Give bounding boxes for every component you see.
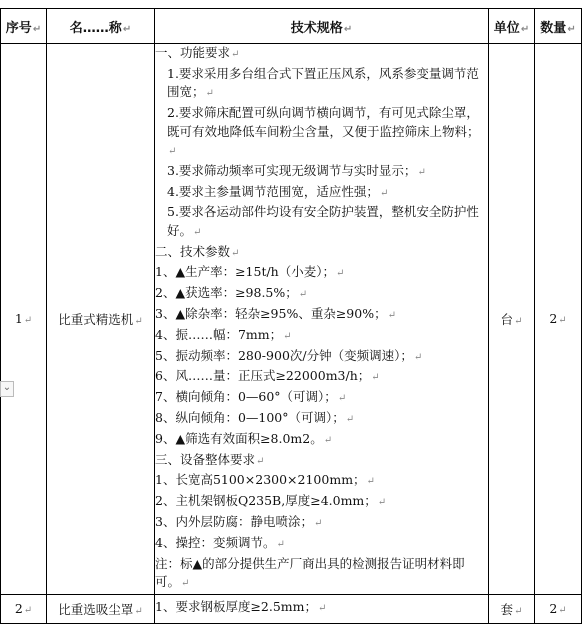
spec-line: 3、▲除杂率：轻杂≥95%、重杂≥90%；↵	[155, 305, 396, 321]
header-name: 名……称↵	[47, 9, 155, 44]
header-unit: 单位↵	[489, 9, 535, 44]
spec-line: 1、▲生产率：≥15t/h（小麦）；↵	[155, 264, 345, 280]
spec-line: 2、主机架钢板Q235B,厚度≥4.0mm；↵	[155, 493, 387, 509]
spec-line: 1、要求钢板厚度≥2.5mm；↵	[155, 599, 327, 615]
header-qty: 数量↵	[535, 9, 582, 44]
spec-line: 5、振动频率：280-900次/分钟（变频调速）；↵	[155, 347, 423, 363]
spec-line: 4、振……幅：7mm；↵	[155, 326, 292, 342]
spec-line: 1、长宽高5100×2300×2100mm；↵	[155, 472, 375, 488]
spec-line: 4、操控：变频调节。↵	[155, 534, 285, 550]
spec-line: 3.要求筛动频率可实现无级调节与实时显示；↵	[167, 162, 426, 178]
spec-line: 5.要求各运动部件均设有安全防护装置，整机安全防护性好。↵	[167, 204, 479, 238]
spec-line: 8、纵向倾角：0—100°（可调）；↵	[155, 409, 355, 425]
row-name: 比重选吸尘罩↵	[47, 594, 155, 623]
spec-line: 2、▲获选率：≥98.5%；↵	[155, 285, 308, 301]
spec-line: 三、设备整体要求↵	[155, 451, 265, 467]
row-qty: 2↵	[535, 44, 582, 595]
spec-table	[0, 8, 582, 624]
spec-line: 1.要求采用多台组合式下置正压风系，风系参变量调节范围宽；↵	[167, 65, 479, 100]
spec-line: 9、▲筛选有效面积≥8.0m2。↵	[155, 430, 333, 446]
spec-line: 7、横向倾角：0—60°（可调）；↵	[155, 389, 347, 405]
row-index: 1↵	[1, 44, 47, 595]
spec-line: 6、风……量：正压式≥22000m3/h；↵	[155, 368, 380, 384]
spec-line: 二、技术参数↵	[155, 243, 240, 259]
row-spec	[155, 594, 489, 623]
spec-line: 4.要求主参量调节范围宽，适应性强；↵	[167, 183, 389, 199]
spec-line: 2.要求筛床配置可纵向调节横向调节，有可见式除尘罩，既可有效地降低车间粉尘含量，又便于监控筛床上物料；↵	[167, 104, 480, 158]
spec-line: 注：标▲的部分提供生产厂商出具的检测报告证明材料即可。↵	[155, 555, 465, 590]
row-index: 2↵	[1, 594, 47, 623]
spec-line: 3、内外层防腐：静电喷涂；↵	[155, 513, 323, 529]
table-row	[1, 44, 582, 595]
header-index: 序号↵	[1, 9, 47, 44]
collapse-toggle-icon[interactable]: ⌄	[0, 381, 14, 397]
row-spec	[155, 44, 489, 595]
row-qty: 2↵	[535, 594, 582, 623]
header-spec: 技术规格↵	[155, 9, 489, 44]
row-name: 比重式精选机↵	[47, 44, 155, 595]
header-row	[1, 9, 582, 44]
row-unit: 台↵	[489, 44, 535, 595]
row-unit: 套↵	[489, 594, 535, 623]
table-row	[1, 594, 582, 623]
spec-line: 一、功能要求↵	[155, 45, 240, 60]
